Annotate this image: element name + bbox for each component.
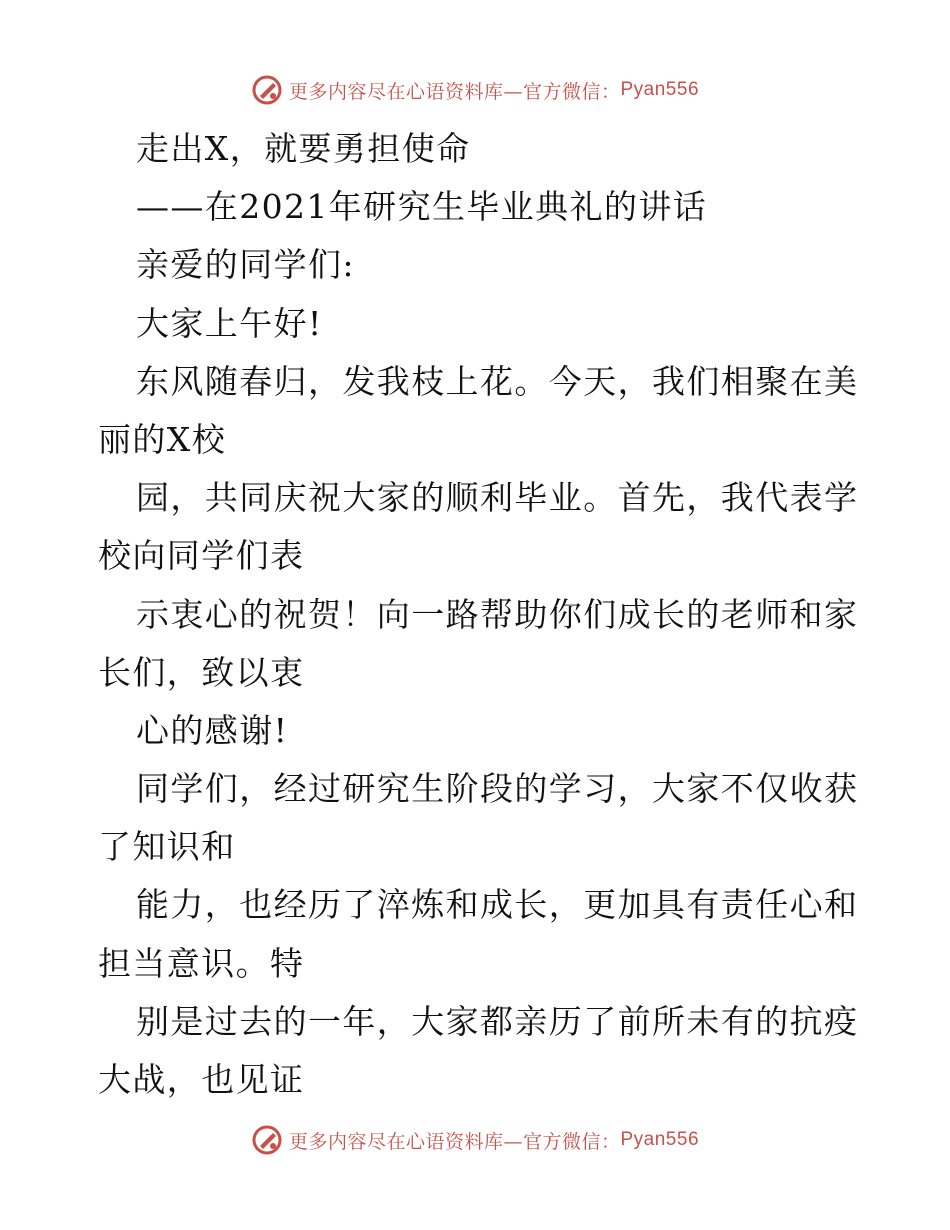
- text-line: 担当意识。特: [98, 943, 305, 983]
- watermark-text: 更多内容尽在心语资料库—官方微信：: [288, 1130, 621, 1153]
- brand-logo-icon: [251, 1124, 283, 1156]
- text-line: 了知识和: [98, 827, 236, 867]
- text-line: 园，共同庆祝大家的顺利毕业。首先，我代表学: [136, 478, 859, 518]
- header-watermark: [0, 70, 950, 110]
- text-line: 示衷心的祝贺！向一路帮助你们成长的老师和家: [136, 594, 859, 634]
- text-line: 心的感谢!: [136, 710, 289, 750]
- text-line: 东风随春归，发我枝上花。今天，我们相聚在美: [136, 361, 859, 401]
- text-line: 走出X，就要勇担使命: [136, 129, 471, 168]
- text-line: 丽的X校: [98, 419, 227, 459]
- watermark-handle: Pyan556: [620, 1129, 700, 1150]
- watermark-handle: Pyan556: [620, 79, 700, 100]
- text-line: 同学们，经过研究生阶段的学习，大家不仅收获: [136, 769, 859, 809]
- text-line: 亲爱的同学们:: [136, 245, 355, 285]
- text-line: 校向同学们表: [98, 536, 305, 576]
- text-line: 别是过去的一年，大家都亲历了前所未有的抗疫: [136, 1001, 859, 1041]
- brand-logo-icon: [251, 74, 283, 106]
- text-line: 大家上午好!: [136, 303, 323, 343]
- text-line: 能力，也经历了淬炼和成长，更加具有责任心和: [136, 885, 859, 925]
- footer-watermark: [0, 1120, 950, 1160]
- text-line: 长们，致以衷: [98, 652, 305, 692]
- text-line: 大战，也见证: [98, 1060, 305, 1099]
- document-body: [98, 120, 868, 1109]
- text-line: ——在2021年研究生毕业典礼的讲话: [136, 187, 708, 227]
- watermark-text: 更多内容尽在心语资料库—官方微信：: [288, 80, 621, 103]
